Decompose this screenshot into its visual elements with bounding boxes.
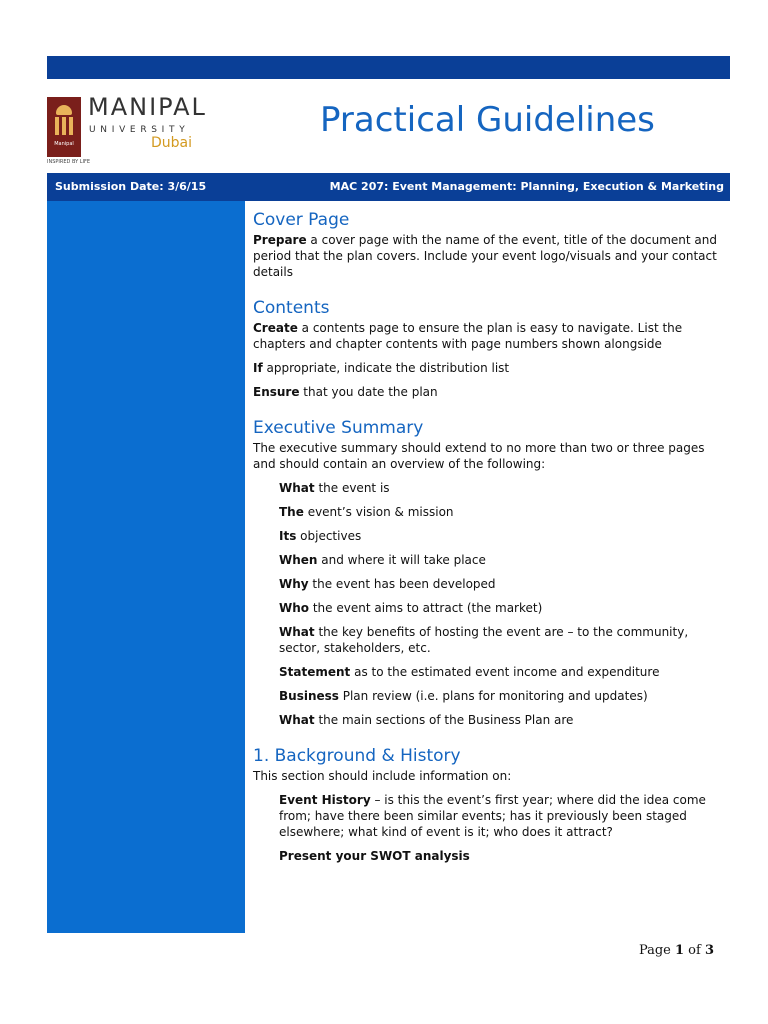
list-item xyxy=(279,848,723,864)
logo-tagline: INSPIRED BY LIFE xyxy=(47,159,91,165)
paragraph: This section should include information on: xyxy=(253,769,512,783)
section-executive-summary xyxy=(253,418,723,728)
paragraph-text: appropriate, indicate the distribution list xyxy=(262,361,510,375)
item-text: – is this the event’s first year; where did the idea come from; have there been similar events; has it previously been staged elsewhere; what kind of event is it; who does it attract? xyxy=(279,793,706,839)
section-contents xyxy=(253,298,723,400)
paragraph-text: a cover page with the name of the event, title of the document and period that the plan covers. Include your event logo/visuals and your contact details xyxy=(253,233,717,279)
list-item xyxy=(279,504,723,520)
background-list xyxy=(279,792,723,864)
item-text: event’s vision & mission xyxy=(303,505,454,519)
page-number xyxy=(639,943,714,958)
list-item xyxy=(279,480,723,496)
lead-word: Ensure xyxy=(253,385,300,399)
lead-word: Who xyxy=(279,601,310,615)
top-banner-bar xyxy=(47,56,730,79)
emblem-label: Manipal xyxy=(54,141,74,147)
lead-word: Its xyxy=(279,529,297,543)
logo-city: Dubai xyxy=(151,135,193,151)
item-text: and where it will take place xyxy=(317,553,486,567)
paragraph xyxy=(253,384,723,400)
lead-word: What xyxy=(279,481,315,495)
logo-university: UNIVERSITY xyxy=(89,125,190,135)
swot-instruction: Present your SWOT analysis xyxy=(279,849,470,863)
section-heading: Executive Summary xyxy=(253,418,424,438)
paragraph xyxy=(253,360,723,376)
item-text: Plan review (i.e. plans for monitoring and updates) xyxy=(338,689,648,703)
list-item xyxy=(279,664,723,680)
course-title: MAC 207: Event Management: Planning, Execution & Marketing xyxy=(329,180,724,193)
list-item xyxy=(279,528,723,544)
paragraph-text: a contents page to ensure the plan is easy to navigate. List the chapters and chapter contents with page numbers shown alongside xyxy=(253,321,683,351)
list-item xyxy=(279,624,723,656)
sidebar-panel xyxy=(47,201,245,933)
section-background-history xyxy=(253,746,723,864)
item-text: the event aims to attract (the market) xyxy=(309,601,543,615)
current-page: 1 xyxy=(675,943,685,958)
list-item xyxy=(279,688,723,704)
lead-word: The xyxy=(279,505,304,519)
lead-word: Create xyxy=(253,321,298,335)
paragraph: The executive summary should extend to no more than two or three pages and should contain an overview of the following: xyxy=(253,441,705,471)
paragraph xyxy=(253,232,723,280)
lead-word: If xyxy=(253,361,263,375)
item-text: as to the estimated event income and expenditure xyxy=(350,665,660,679)
paragraph-text: that you date the plan xyxy=(299,385,438,399)
info-bar xyxy=(47,173,730,201)
item-text: objectives xyxy=(296,529,362,543)
lead-word: Why xyxy=(279,577,309,591)
list-item xyxy=(279,792,723,840)
logo-name: MANIPAL xyxy=(88,93,207,121)
item-text: the key benefits of hosting the event are – to the community, sector, stakeholders, etc. xyxy=(279,625,689,655)
lead-word: Statement xyxy=(279,665,351,679)
total-pages: 3 xyxy=(704,943,714,958)
lead-word: Prepare xyxy=(253,233,307,247)
lead-word: What xyxy=(279,625,315,639)
page-label: Page xyxy=(638,943,675,958)
paragraph xyxy=(253,320,723,352)
lead-word: Business xyxy=(279,689,339,703)
list-item xyxy=(279,712,723,728)
document-body xyxy=(253,210,723,882)
section-heading: 1. Background & History xyxy=(253,746,461,766)
item-text: the event has been developed xyxy=(308,577,496,591)
list-item xyxy=(279,600,723,616)
university-emblem-icon xyxy=(47,97,81,157)
page-of: of xyxy=(684,943,705,958)
submission-date: Submission Date: 3/6/15 xyxy=(55,180,207,193)
lead-word: Event History xyxy=(279,793,371,807)
item-text: the event is xyxy=(314,481,390,495)
section-heading: Cover Page xyxy=(253,210,350,230)
list-item xyxy=(279,552,723,568)
section-heading: Contents xyxy=(253,298,330,318)
item-text: the main sections of the Business Plan are xyxy=(314,713,574,727)
document-title: Practical Guidelines xyxy=(320,100,655,140)
lead-word: What xyxy=(279,713,315,727)
manipal-logo xyxy=(47,93,217,165)
section-cover-page xyxy=(253,210,723,280)
list-item xyxy=(279,576,723,592)
summary-list xyxy=(279,480,723,728)
lead-word: When xyxy=(279,553,318,567)
